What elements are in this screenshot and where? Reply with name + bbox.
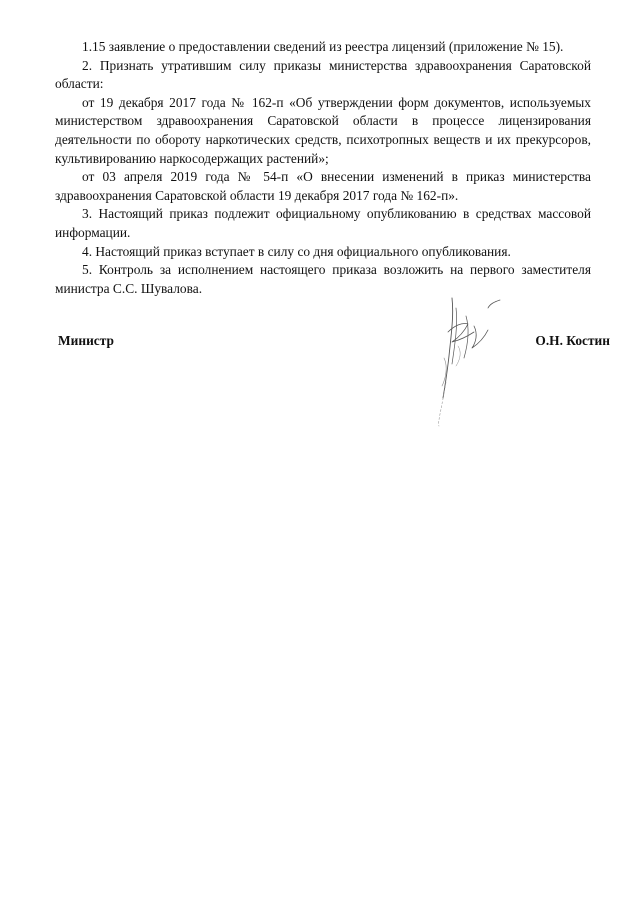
signatory-name: О.Н. Костин	[535, 333, 610, 348]
paragraph-4: 4. Настоящий приказ вступает в силу со дня официального опубликования.	[82, 243, 511, 259]
paragraph-3: 3. Настоящий приказ подлежит официальному опубликованию в средствах массовой информации.	[55, 206, 591, 240]
handwritten-signature	[418, 286, 518, 436]
paragraph-5: 5. Контроль за исполнением настоящего приказа возложить на первого заместителя министра С.С. Шувалова.	[55, 262, 591, 296]
document-body	[55, 38, 591, 298]
paragraph-order-162: от 19 декабря 2017 года № 162-п «Об утверждении форм документов, используемых министерством здравоохранения Саратовской области в процессе лицензирования деятельности по обороту наркотических средств, психотропных веществ и их прекурсоров, культивированию наркосодержащих растений»;	[55, 94, 591, 166]
signature-block	[58, 333, 610, 355]
signatory-title: Министр	[58, 333, 114, 348]
paragraph-2: 2. Признать утратившим силу приказы министерства здравоохранения Саратовской области:	[55, 57, 591, 92]
paragraph-order-54: от 03 апреля 2019 года № 54-п «О внесении изменений в приказ министерства здравоохранения Саратовской области 19 декабря 2017 года № 162-п».	[55, 169, 591, 203]
paragraph-1-15: 1.15 заявление о предоставлении сведений из реестра лицензий (приложение № 15).	[82, 39, 564, 54]
